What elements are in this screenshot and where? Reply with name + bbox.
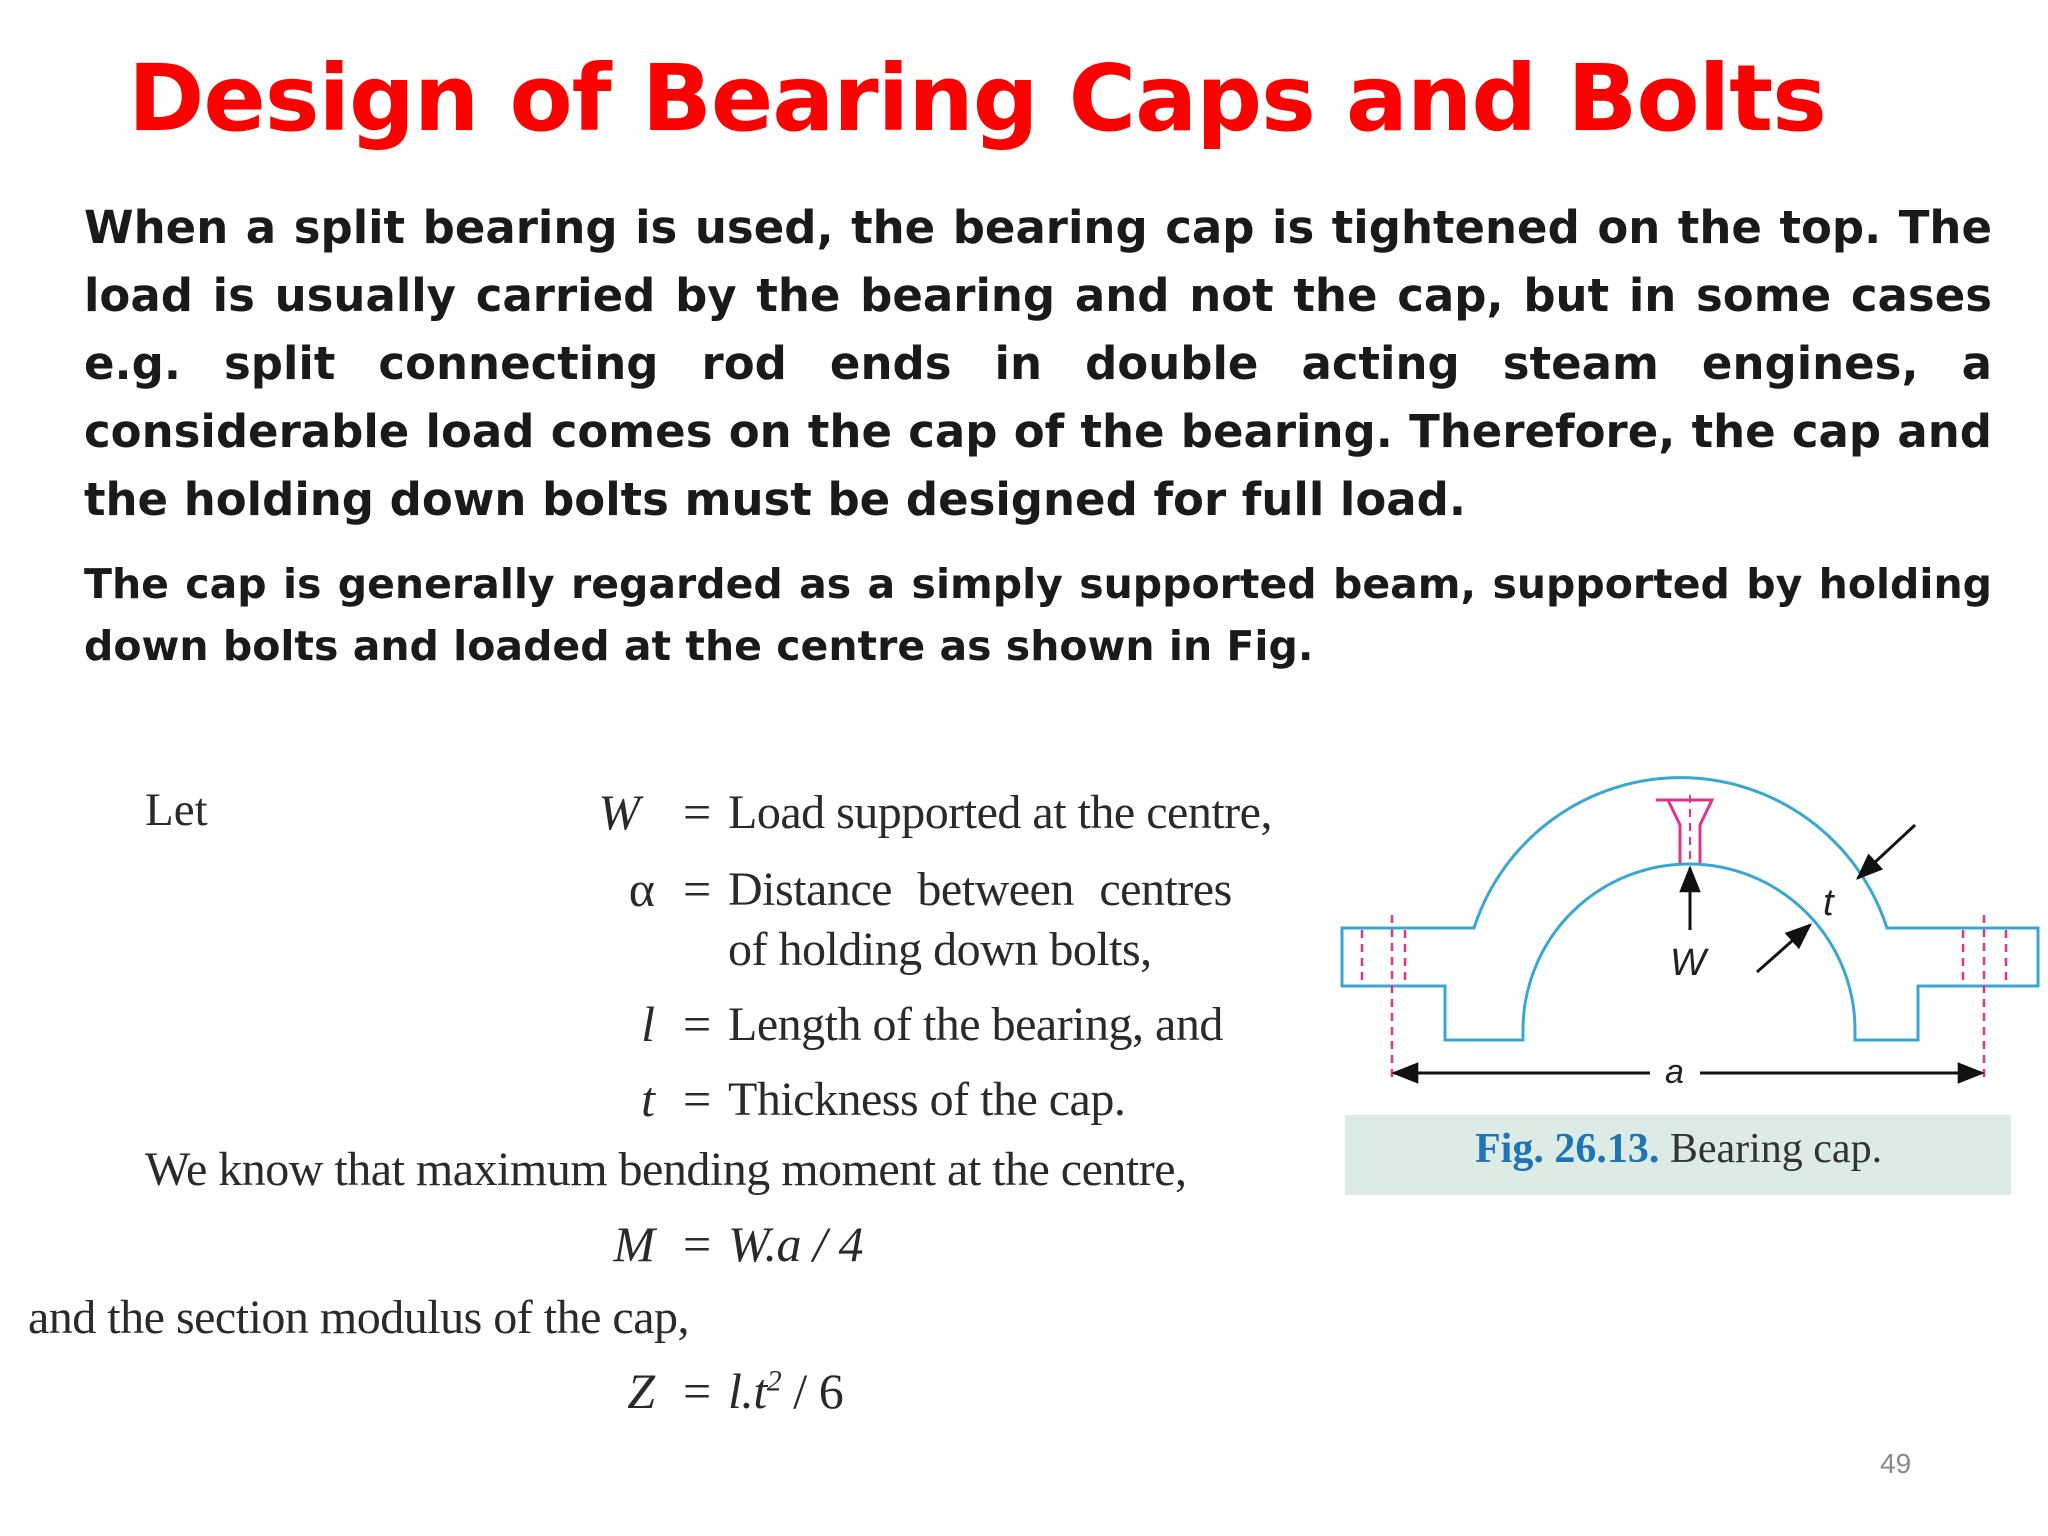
definition-distance-cont: of holding down bolts, <box>728 923 1152 976</box>
section-modulus-intro: and the section modulus of the cap, <box>28 1291 689 1344</box>
right-bolt-hole <box>1963 915 2006 1080</box>
equals-sign: = <box>683 1216 712 1272</box>
symbol-m: M <box>613 1216 655 1272</box>
definition-distance: Distance between centres <box>728 863 1232 916</box>
symbol-alpha: α <box>628 861 655 917</box>
definition-thickness: Thickness of the cap. <box>728 1073 1126 1126</box>
symbol-l: l <box>641 996 655 1052</box>
symbol-t: t <box>641 1071 655 1127</box>
equals-sign: = <box>683 861 712 917</box>
slide-title: Design of Bearing Caps and Bolts <box>128 45 1826 152</box>
equals-sign: = <box>683 1071 712 1127</box>
definition-length: Length of the bearing, and <box>728 998 1223 1051</box>
figure-caption-text: Bearing cap. <box>1659 1126 1883 1172</box>
symbol-w: W <box>598 784 640 840</box>
figure-caption <box>1475 1125 1882 1173</box>
equals-sign: = <box>683 784 712 840</box>
figure-number: Fig. 26.13. <box>1475 1126 1660 1172</box>
bending-moment-intro: We know that maximum bending moment at the centre, <box>145 1143 1187 1196</box>
thickness-arrow-inner <box>1757 925 1810 972</box>
definition-load: Load supported at the centre, <box>728 786 1272 839</box>
moment-formula: W.a / 4 <box>728 1216 863 1272</box>
label-a: a <box>1665 1053 1684 1091</box>
paragraph-split-bearing: When a split bearing is used, the bearing cap is tightened on the top. The load is usually carried by the bearing and not the cap, but in some cases e.g. split connecting rod ends in double acting steam engines, a considerable load comes on the cap of the bearing. Therefore, the cap and the holding down bolts must be designed for full load. <box>84 201 1992 526</box>
label-w: W <box>1670 942 1706 984</box>
label-t: t <box>1823 882 1834 924</box>
thickness-arrow-outer <box>1858 825 1915 878</box>
paragraph-simply-supported: The cap is generally regarded as a simply supported beam, supported by holding down bolts and loaded at the centre as shown in Fig. <box>84 560 1992 670</box>
let-label: Let <box>145 784 208 836</box>
equals-sign: = <box>683 996 712 1052</box>
modulus-formula: $l.t^2 / 6$ <box>728 1363 844 1419</box>
page-number: 49 <box>1880 1448 1912 1479</box>
equals-sign: = <box>683 1363 712 1419</box>
top-bolt-recess <box>1656 800 1712 863</box>
symbol-z: Z <box>627 1363 655 1419</box>
left-bolt-hole <box>1362 915 1405 1080</box>
